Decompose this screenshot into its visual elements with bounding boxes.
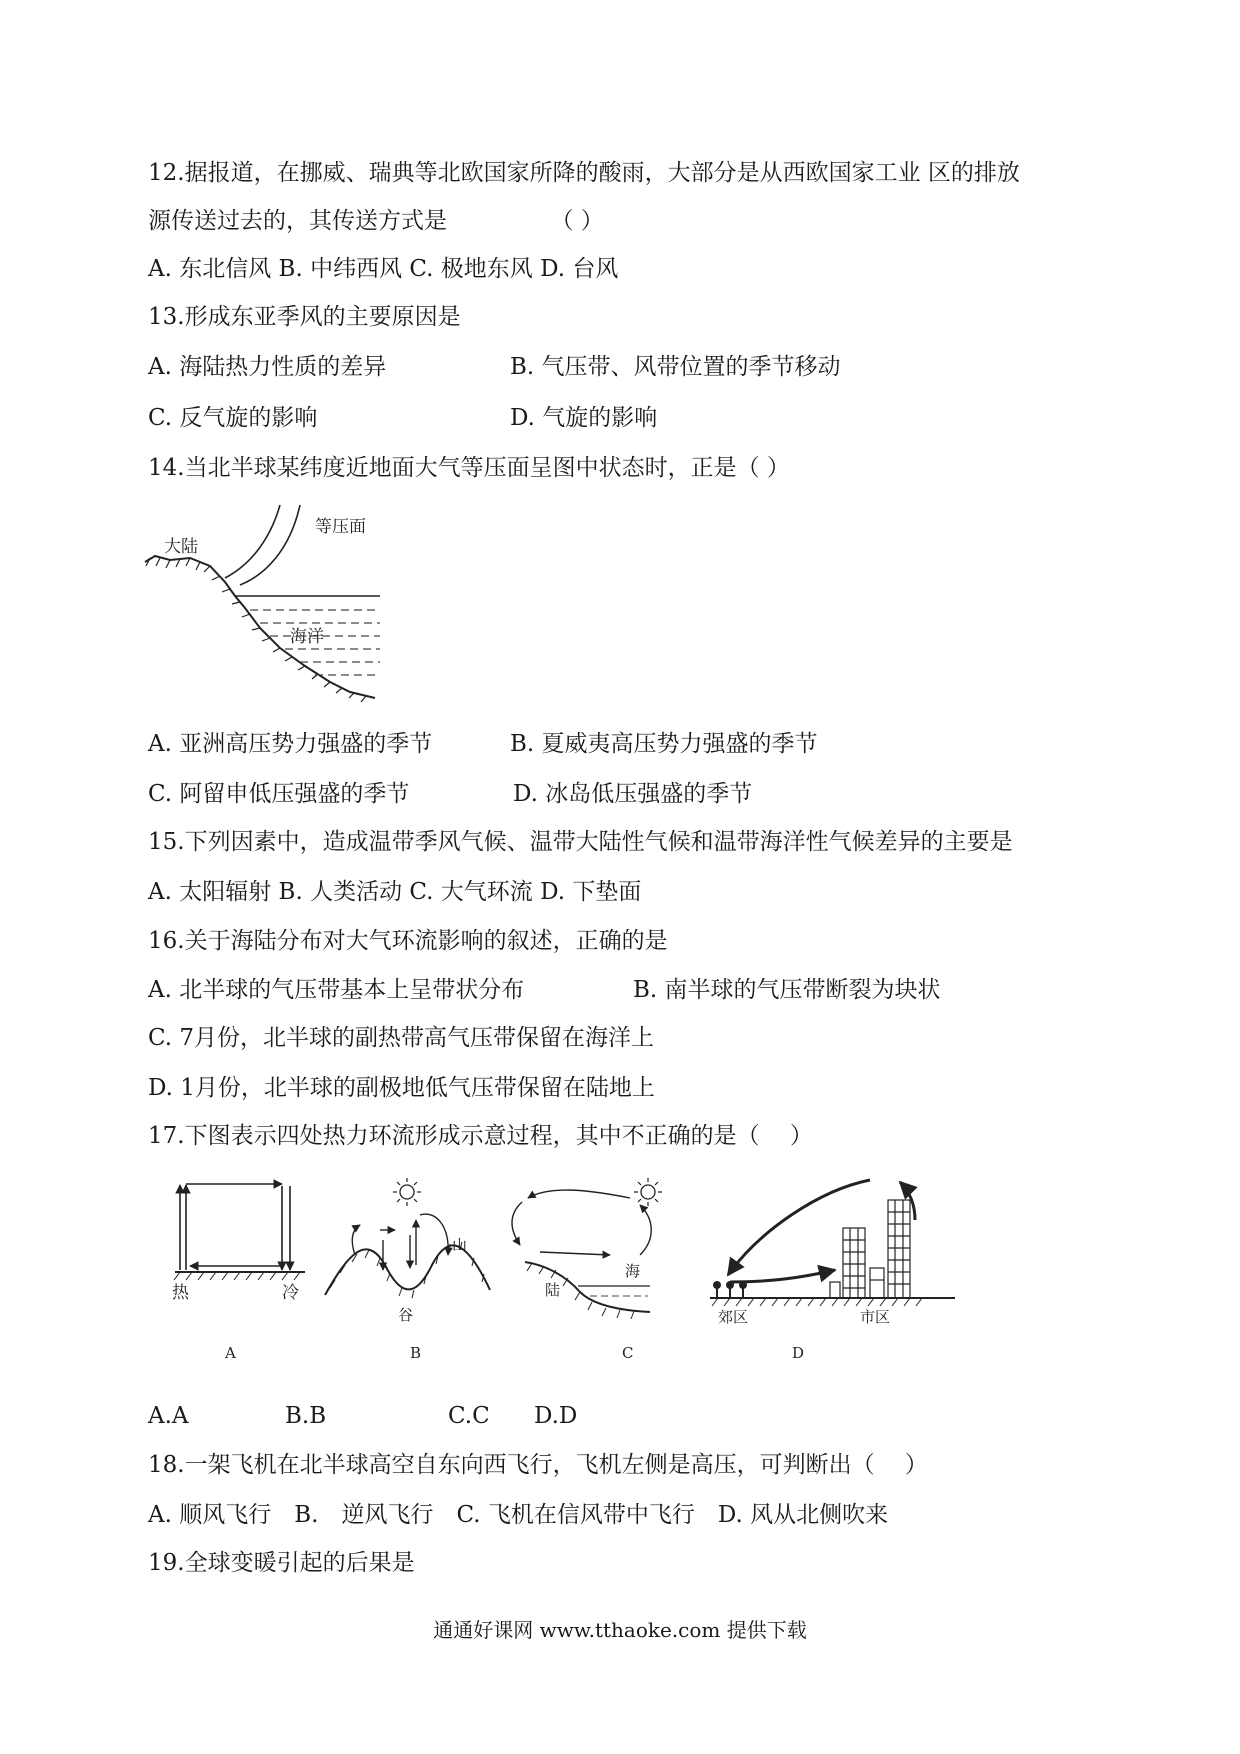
q17-label-city: 市区: [860, 1308, 891, 1326]
q17-option-a: A.A: [148, 1403, 189, 1429]
q17-sun-icon-c: [641, 1185, 655, 1199]
q16-option-c: C. 7月份，北半球的副热带高气压带保留在海洋上: [148, 1025, 655, 1051]
q17-label-suburb: 郊区: [718, 1308, 749, 1326]
q14-option-c: C. 阿留申低压强盛的季节: [148, 781, 410, 807]
q17-panel-c-label: C: [622, 1344, 634, 1362]
page-footer: 通通好课网 www.tthaoke.com 提供下载: [433, 1618, 807, 1642]
q13-option-b: B. 气压带、风带位置的季节移动: [510, 354, 841, 380]
q16-option-a: A. 北半球的气压带基本上呈带状分布: [148, 977, 525, 1003]
q17-label-sea: 海: [625, 1262, 641, 1280]
q17-thermal-circulation-figure: [170, 1170, 960, 1370]
q17-option-b: B.B: [285, 1403, 327, 1429]
q17-label-cold: 冷: [282, 1283, 299, 1303]
q18-stem: 18.一架飞机在北半球高空自东向西飞行，飞机左侧是高压，可判断出（ ）: [148, 1452, 928, 1478]
q17-panel-a: [172, 1184, 305, 1362]
q14-label-isobar: 等压面: [315, 517, 366, 537]
q17-panel-d: [710, 1180, 955, 1362]
q17-panel-c: [512, 1178, 662, 1362]
q14-label-land: 大陆: [164, 537, 198, 557]
q16-option-d: D. 1月份，北半球的副极地低气压带保留在陆地上: [148, 1075, 655, 1101]
q14-option-d: D. 冰岛低压强盛的季节: [513, 781, 753, 807]
q17-panel-d-label: D: [792, 1344, 805, 1362]
q13-option-c: C. 反气旋的影响: [148, 405, 318, 431]
q15-options: A. 太阳辐射 B. 人类活动 C. 大气环流 D. 下垫面: [148, 879, 642, 905]
q17-label-valley: 谷: [398, 1306, 414, 1324]
q17-panel-b-label: B: [410, 1344, 422, 1362]
q14-option-a: A. 亚洲高压势力强盛的季节: [148, 731, 433, 757]
q17-option-c: C.C: [448, 1403, 490, 1429]
q14-option-b: B. 夏威夷高压势力强盛的季节: [510, 731, 818, 757]
q12-stem-line1: 12.据报道，在挪威、瑞典等北欧国家所降的酸雨，大部分是从西欧国家工业 区的排放: [148, 160, 1020, 186]
q18-options: A. 顺风飞行 B. 逆风飞行 C. 飞机在信风带中飞行 D. 风从北侧吹来: [148, 1502, 889, 1528]
q17-label-mountain: 山: [452, 1236, 468, 1254]
q19-stem: 19.全球变暖引起的后果是: [148, 1550, 415, 1576]
q17-panel-a-label: A: [225, 1344, 236, 1362]
q17-label-hot: 热: [172, 1283, 189, 1303]
q12-options: A. 东北信风 B. 中纬西风 C. 极地东风 D. 台风: [148, 256, 619, 282]
q17-panel-b: [325, 1178, 490, 1362]
q14-stem: 14.当北半球某纬度近地面大气等压面呈图中状态时，正是（ ）: [148, 455, 790, 481]
q17-label-land: 陆: [545, 1281, 561, 1299]
q17-sun-icon-b: [400, 1185, 414, 1199]
q16-stem: 16.关于海陆分布对大气环流影响的叙述，正确的是: [148, 928, 668, 954]
q12-stem-line2: 源传送过去的，其传送方式是 （ ）: [148, 208, 604, 234]
q17-stem: 17.下图表示四处热力环流形成示意过程，其中不正确的是（ ）: [148, 1123, 813, 1149]
q13-stem: 13.形成东亚季风的主要原因是: [148, 304, 461, 330]
q13-option-a: A. 海陆热力性质的差异: [148, 354, 387, 380]
q14-label-ocean: 海洋: [290, 627, 324, 647]
q13-option-d: D. 气旋的影响: [510, 405, 658, 431]
q15-stem: 15.下列因素中，造成温带季风气候、温带大陆性气候和温带海洋性气候差异的主要是: [148, 829, 1013, 855]
q17-option-d: D.D: [534, 1403, 578, 1429]
q14-isobar-figure: [140, 500, 400, 712]
q16-option-b: B. 南半球的气压带断裂为块状: [633, 977, 941, 1003]
